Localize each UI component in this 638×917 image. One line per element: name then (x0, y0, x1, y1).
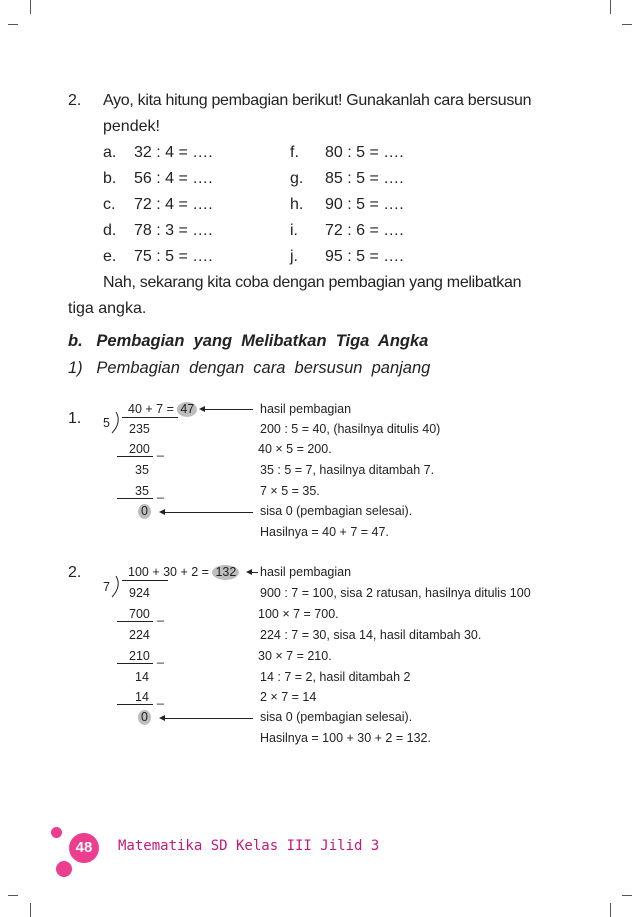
problem-letter: g. (290, 170, 304, 187)
step-underline (117, 704, 153, 705)
problem-letter: i. (290, 222, 298, 239)
explanation-line: 14 : 7 = 2, hasil ditambah 2 (260, 670, 411, 684)
problem-letter: h. (290, 196, 304, 213)
step-dividend: 924 (129, 586, 150, 600)
explanation-line: 100 × 7 = 700. (258, 607, 339, 621)
minus-marker: _ (157, 650, 164, 664)
decor-dot (56, 861, 72, 877)
exercise-number: 2. (68, 92, 82, 109)
quotient-line (128, 565, 239, 580)
crop-mark-top-right (622, 24, 632, 25)
closing-text-cont: tiga angka. (68, 300, 147, 317)
step-product: 210 (129, 649, 150, 663)
explanation-line: sisa 0 (pembagian selesai). (260, 710, 413, 724)
remainder-value: 0 (138, 504, 151, 519)
problem-expression: 72 : 6 = …. (325, 222, 404, 239)
crop-mark-top-left (8, 24, 18, 25)
explanation-line: 224 : 7 = 30, sisa 14, hasil ditambah 30. (260, 628, 482, 642)
crop-mark-bottom-right (622, 895, 632, 896)
step-product: 700 (129, 607, 150, 621)
quotient-result-highlight: 132 (212, 565, 239, 580)
example-number: 2. (68, 564, 82, 581)
arrow-quotient (205, 409, 253, 410)
explanation-line: 900 : 7 = 100, sisa 2 ratusan, hasilnya ditulis 100 (260, 586, 531, 600)
minus-marker: _ (157, 485, 164, 499)
explanation-line: 40 × 5 = 200. (258, 442, 332, 456)
step-remainder: 224 (129, 628, 150, 642)
quotient-overline (122, 580, 168, 581)
problem-expression: 78 : 3 = …. (134, 222, 213, 239)
arrow-quotient (252, 572, 258, 573)
explanation-line: 35 : 5 = 7, hasilnya ditambah 7. (260, 463, 435, 477)
section-heading: b. Pembagian yang Melibatkan Tiga Angka (68, 332, 429, 350)
book-title: Matematika SD Kelas III Jilid 3 (118, 838, 380, 854)
division-bracket (110, 575, 124, 599)
minus-marker: _ (157, 691, 164, 705)
minus-marker: _ (157, 608, 164, 622)
problem-expression: 85 : 5 = …. (325, 170, 404, 187)
remainder-value: 0 (138, 710, 151, 725)
step-dividend: 235 (129, 422, 150, 436)
problem-letter: b. (103, 170, 117, 187)
problem-letter: c. (103, 196, 116, 213)
arrow-remainder (165, 718, 253, 719)
quotient-line (128, 402, 197, 417)
page-number: 48 (69, 833, 99, 863)
problem-letter: e. (103, 248, 117, 265)
step-underline (117, 498, 153, 499)
quotient-result-highlight: 47 (177, 402, 197, 417)
problem-expression: 72 : 4 = …. (134, 196, 213, 213)
step-product: 200 (129, 442, 150, 456)
crop-mark-top-right-v (610, 0, 611, 14)
subsection-heading: 1) Pembagian dengan cara bersusun panjang (68, 359, 431, 377)
final-remainder-highlight (138, 504, 151, 519)
step-product: 14 (135, 690, 149, 704)
explanation-line: 2 × 7 = 14 (260, 690, 317, 704)
closing-text: Nah, sekarang kita coba dengan pembagian yang melibatkan (103, 274, 522, 291)
divisor: 7 (103, 580, 110, 594)
step-product: 35 (135, 484, 149, 498)
step-underline (117, 663, 153, 664)
quotient-expression: 100 + 30 + 2 = (128, 565, 213, 579)
division-bracket (110, 411, 124, 435)
crop-mark-bottom-right-v (610, 903, 611, 917)
explanation-line: sisa 0 (pembagian selesai). (260, 504, 413, 518)
exercise-instruction: Ayo, kita hitung pembagian berikut! Gunakanlah cara bersusun (103, 92, 532, 109)
quotient-overline (122, 417, 178, 418)
explanation-line: hasil pembagian (260, 402, 352, 416)
problem-letter: j. (290, 248, 298, 265)
exercise-instruction-cont: pendek! (103, 118, 160, 135)
step-underline (117, 456, 153, 457)
decor-dot (51, 827, 62, 838)
problem-letter: f. (290, 144, 299, 161)
problem-letter: d. (103, 222, 117, 239)
arrow-remainder (165, 512, 253, 513)
minus-marker: _ (157, 443, 164, 457)
step-remainder: 14 (135, 670, 149, 684)
problem-expression: 56 : 4 = …. (134, 170, 213, 187)
explanation-line: hasil pembagian (260, 565, 352, 579)
problem-expression: 32 : 4 = …. (134, 144, 213, 161)
step-underline (117, 621, 153, 622)
problem-expression: 75 : 5 = …. (134, 248, 213, 265)
step-remainder: 35 (135, 463, 149, 477)
divisor: 5 (103, 416, 110, 430)
explanation-line: Hasilnya = 100 + 30 + 2 = 132. (260, 731, 431, 745)
explanation-line: 200 : 5 = 40, (hasilnya ditulis 40) (260, 422, 441, 436)
crop-mark-top-left-v (30, 0, 31, 14)
example-number: 1. (68, 410, 82, 427)
problem-expression: 95 : 5 = …. (325, 248, 404, 265)
explanation-line: 30 × 7 = 210. (258, 649, 332, 663)
problem-expression: 90 : 5 = …. (325, 196, 404, 213)
problem-expression: 80 : 5 = …. (325, 144, 404, 161)
explanation-line: Hasilnya = 40 + 7 = 47. (260, 525, 389, 539)
explanation-line: 7 × 5 = 35. (260, 484, 320, 498)
problem-letter: a. (103, 144, 117, 161)
crop-mark-bottom-left (8, 895, 18, 896)
final-remainder-highlight (138, 710, 151, 725)
crop-mark-bottom-left-v (30, 903, 31, 917)
quotient-expression: 40 + 7 = (128, 402, 178, 416)
